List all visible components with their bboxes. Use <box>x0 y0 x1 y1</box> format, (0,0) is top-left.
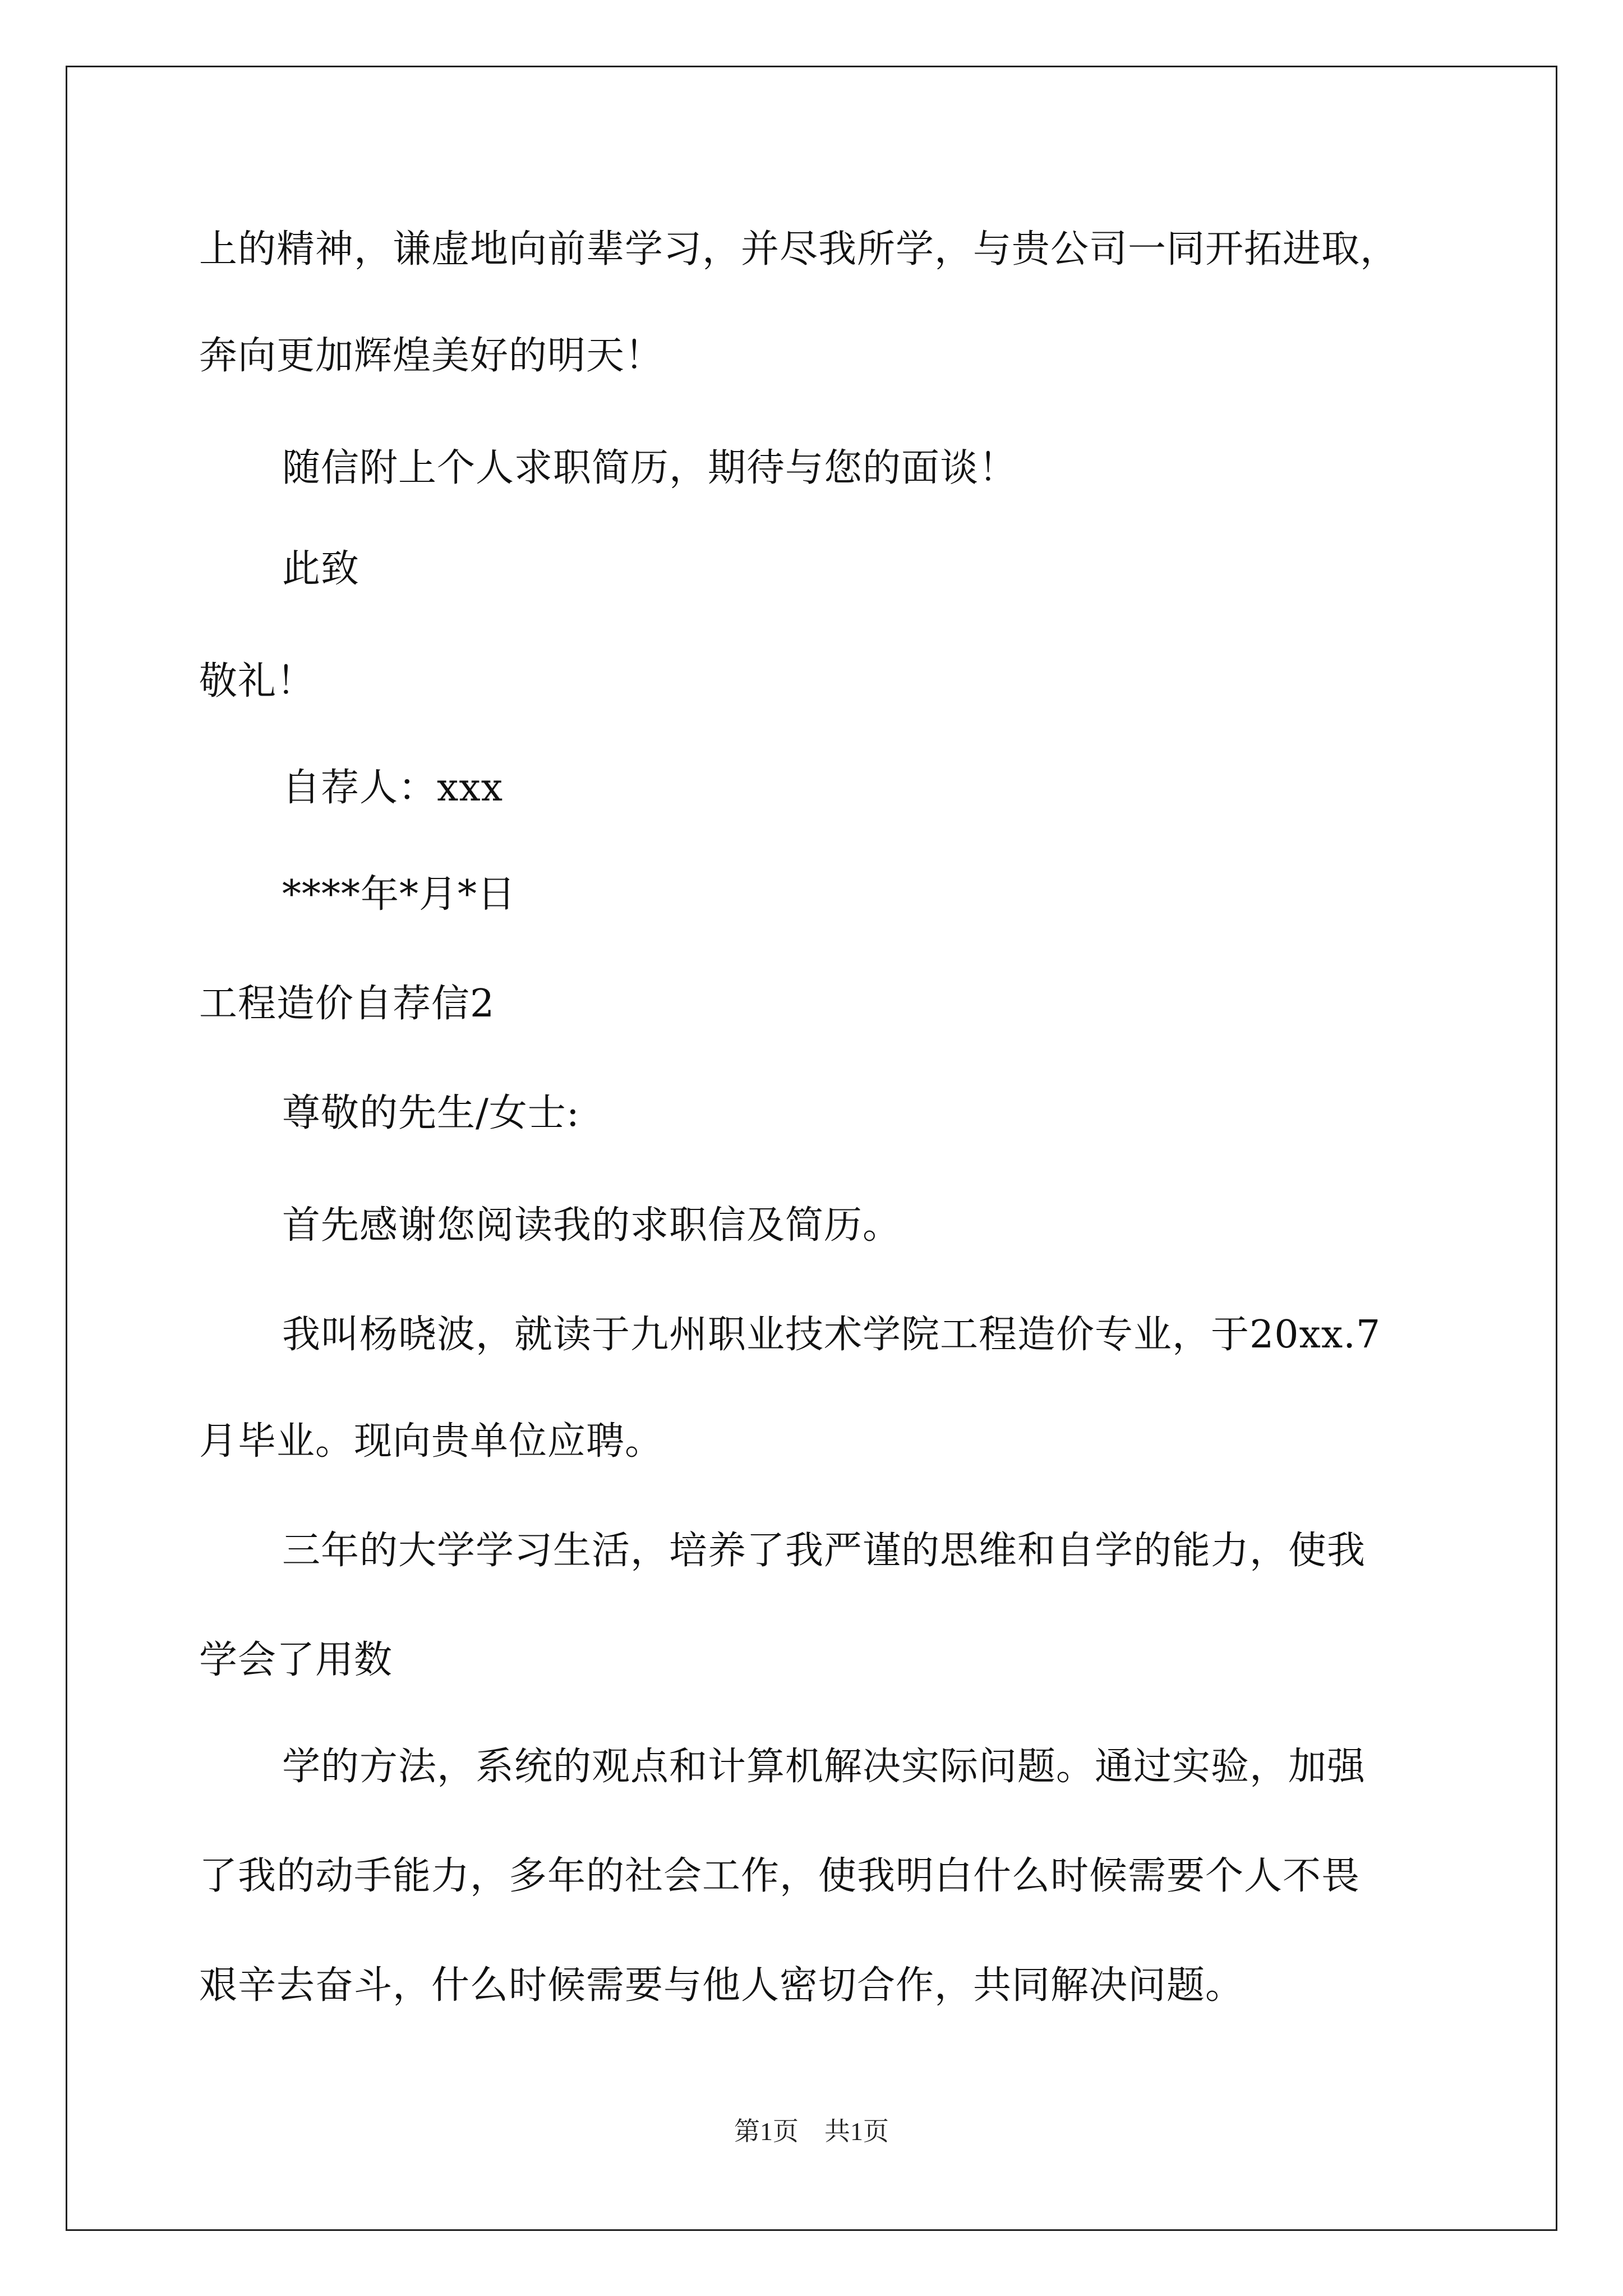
body-line-3: 随信附上个人求职简历，期待与您的面谈！ <box>282 446 1018 490</box>
body-line-13: 三年的大学学习生活，培养了我严谨的思维和自学的能力，使我 <box>282 1529 1366 1573</box>
body-line-14: 学会了用数 <box>199 1638 393 1682</box>
body-line-12: 月毕业。现向贵单位应聘。 <box>199 1419 664 1464</box>
body-line-15: 学的方法，系统的观点和计算机解决实际问题。通过实验，加强 <box>282 1745 1366 1789</box>
closing-phrase: 此致 <box>282 547 360 591</box>
page-number-footer: 第1页 共1页 <box>734 2117 889 2146</box>
body-line-17: 艰辛去奋斗，什么时候需要与他人密切合作，共同解决问题。 <box>199 1963 1244 2008</box>
closing-salute: 敬礼！ <box>199 659 316 703</box>
body-line-1: 上的精神，谦虚地向前辈学习，并尽我所学，与贵公司一同开拓进取， <box>199 227 1399 272</box>
date-line: ****年*月*日 <box>282 872 517 917</box>
body-line-2: 奔向更加辉煌美好的明天！ <box>199 334 664 378</box>
body-line-10: 首先感谢您阅读我的求职信及简历。 <box>282 1203 902 1248</box>
body-line-16: 了我的动手能力，多年的社会工作，使我明白什么时候需要个人不畏 <box>199 1854 1361 1898</box>
section-title: 工程造价自荐信2 <box>199 982 495 1026</box>
page-border <box>66 66 1557 2231</box>
signature-line: 自荐人：xxx <box>282 766 504 810</box>
greeting-line: 尊敬的先生/女士: <box>282 1091 580 1135</box>
body-line-11: 我叫杨晓波，就读于九州职业技术学院工程造价专业，于20xx.7 <box>282 1313 1381 1357</box>
